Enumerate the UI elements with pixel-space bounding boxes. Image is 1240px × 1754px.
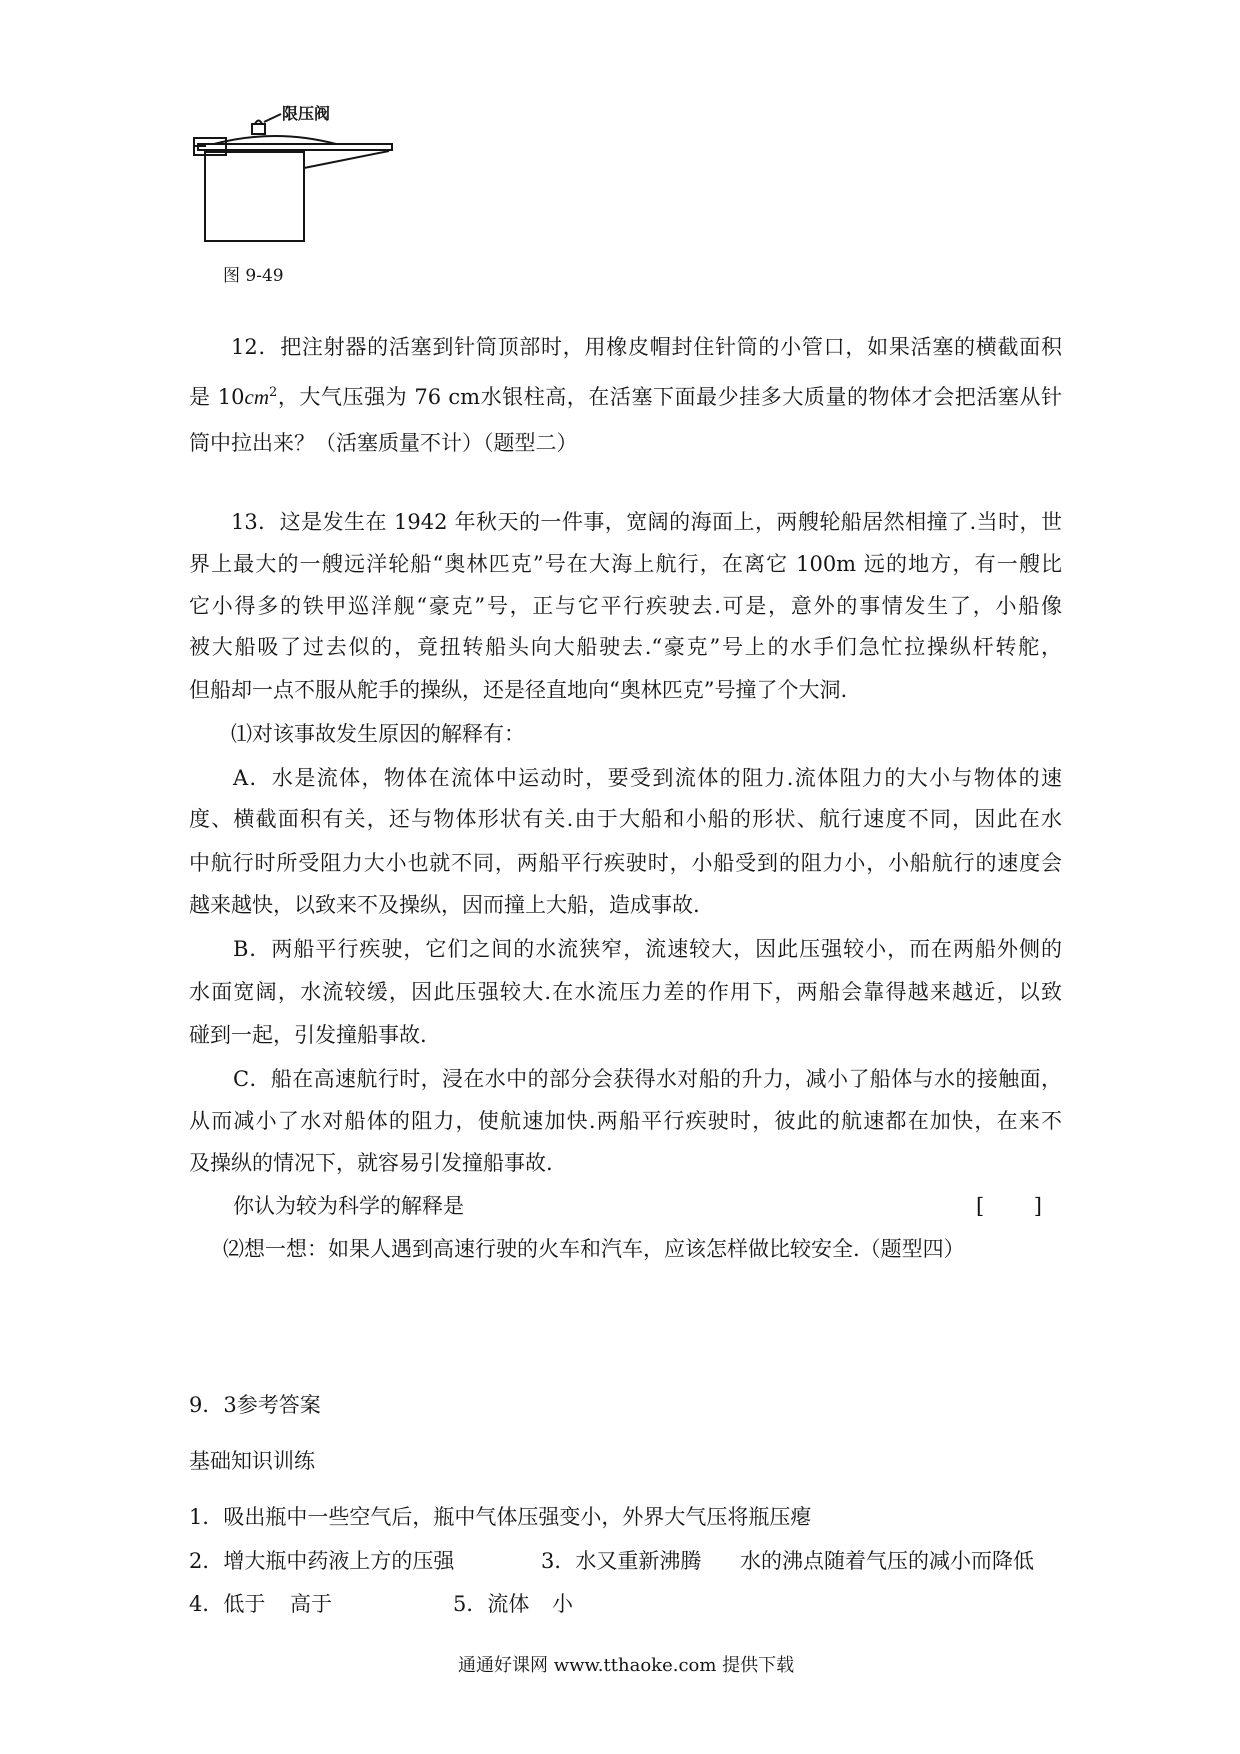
answer-bracket: [ ] [976,1194,1042,1218]
q12-line [189,382,1062,412]
q13-line: 界上最大的一艘远洋轮船“奥林匹克”号在大海上航行，在离它 100m 远的地方，有一艘比 [189,552,1062,576]
pot-handle [304,151,389,168]
area-unit: cm [244,385,270,409]
lid-plate [198,144,392,150]
q12-line2-before: 是 10 [189,385,245,409]
choice-prompt: 你认为较为科学的解释是 [233,1194,464,1218]
option-b-line: 水面宽阔，水流较缓，因此压强较大.在水流压力差的作用下，两船会靠得越来越近，以致 [189,980,1062,1004]
area-unit-exponent: 2 [269,385,278,400]
page-footer: 通通好课网 www.tthaoke.com 提供下载 [458,1655,795,1676]
pressure-cooker-figure [0,0,420,260]
figure-caption: 图 9-49 [223,266,284,286]
answer-item-2: 2．增大瓶中药液上方的压强 [189,1549,455,1573]
option-a-line: 越来越快，以致来不及操纵，因而撞上大船，造成事故. [189,893,700,917]
answer-item-1: 1．吸出瓶中一些空气后，瓶中气体压强变小，外界大气压将瓶压瘪 [189,1505,812,1529]
option-c-line: 及操纵的情况下，就容易引发撞船事故. [189,1151,553,1175]
option-b-line: B．两船平行疾驶，它们之间的水流狭窄，流速较大，因此压强较小，而在两船外侧的 [233,937,1062,961]
option-a-line: 中航行时所受阻力大小也就不同，两船平行疾驶时，小船受到的阻力小，小船航行的速度会 [189,851,1062,875]
answer-item-4: 4．低于 [189,1592,266,1616]
q13-line: 被大船吸了过去似的，竟扭转船头向大船驶去.“豪克”号上的水手们急忙拉操纵杆转舵， [189,635,1062,659]
answer-item-5-part2: 小 [552,1592,573,1616]
option-c-line: 从而减小了水对船体的阻力，使航速加快.两船平行疾驶时，彼此的航速都在加快，在来不 [189,1109,1062,1133]
answer-item-3-part2: 水的沸点随着气压的减小而降低 [740,1549,1034,1573]
q12-line: 筒中拉出来？（活塞质量不计）（题型二） [189,431,578,455]
option-c-line: C．船在高速航行时，浸在水中的部分会获得水对船的升力，减小了船体与水的接触面， [233,1067,1062,1091]
valve-leader-line [264,114,281,122]
option-a-line: 度、横截面积有关，还与物体形状有关.由于大船和小船的形状、航行速度不同，因此在水 [189,807,1062,831]
valve-label: 限压阀 [282,104,331,123]
option-a-line: A．水是流体，物体在流体中运动时，要受到流体的阻力.流体阻力的大小与物体的速 [233,766,1062,790]
option-b-line: 碰到一起，引发撞船事故. [189,1023,427,1047]
lid-dome [214,136,336,144]
answer-item-4-part2: 高于 [290,1592,332,1616]
q12-line2-after: ，大气压强为 76 cm水银柱高，在活塞下面最少挂多大质量的物体才会把活塞从针 [277,385,1062,409]
pressure-valve [252,124,265,134]
answer-item-3: 3．水又重新沸腾 [541,1549,702,1573]
q13-line: 它小得多的铁甲巡洋舰“豪克”号，正与它平行疾驶去.可是，意外的事情发生了，小船像 [189,594,1062,618]
q13-part1-prompt: ⑴对该事故发生原因的解释有： [231,722,525,746]
q13-line: 但船却一点不服从舵手的操纵，还是径直地向“奥林匹克”号撞了个大洞. [189,678,848,702]
answers-heading: 9．3参考答案 [189,1393,321,1417]
q12-line: 12．把注射器的活塞到针筒顶部时，用橡皮帽封住针筒的小管口，如果活塞的横截面积 [231,335,1062,359]
q13-line: 13．这是发生在 1942 年秋天的一件事，宽阔的海面上，两艘轮船居然相撞了.当时，世 [231,510,1062,534]
answer-item-5: 5．流体 [453,1592,530,1616]
answers-subheading: 基础知识训练 [189,1449,315,1473]
q13-part2: ⑵想一想：如果人遇到高速行驶的火车和汽车，应该怎样做比较安全.（题型四） [223,1237,965,1261]
pot-body [205,152,304,241]
